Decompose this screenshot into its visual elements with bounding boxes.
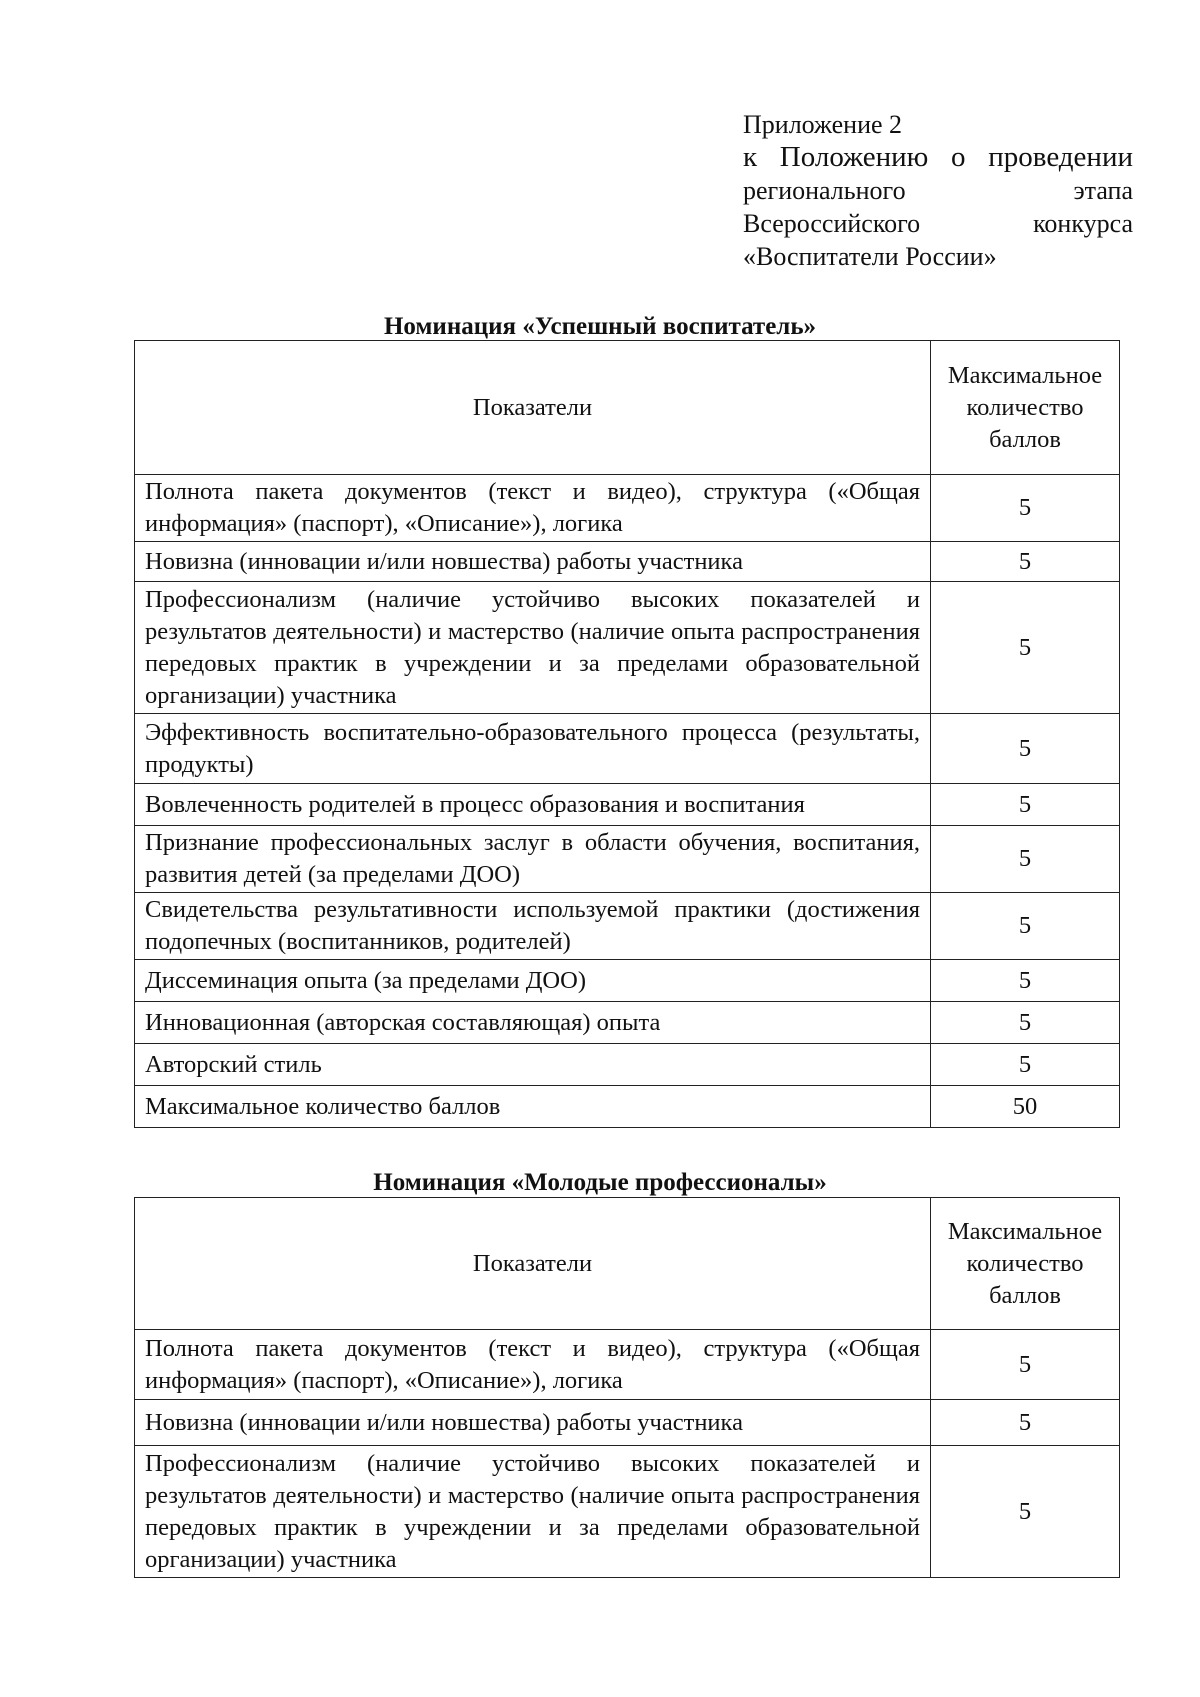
score-cell: 5 <box>931 1002 1120 1044</box>
indicator-cell-total: Максимальное количество баллов <box>135 1086 931 1128</box>
table-row <box>135 826 1120 893</box>
score-cell: 5 <box>931 542 1120 582</box>
header-indicators: Показатели <box>135 1198 931 1330</box>
score-cell-total: 50 <box>931 1086 1120 1128</box>
appendix-regulation: к Положению о проведении <box>743 141 1133 173</box>
score-cell: 5 <box>931 1044 1120 1086</box>
appendix-contest: Всероссийского конкурса <box>743 209 1133 238</box>
table-row <box>135 475 1120 542</box>
nomination-title-2: Номинация «Молодые профессионалы» <box>373 1169 827 1196</box>
indicator-cell: Авторский стиль <box>135 1044 931 1086</box>
table-row-total <box>135 1086 1120 1128</box>
appendix-header <box>743 108 1133 273</box>
score-cell: 5 <box>931 893 1120 960</box>
score-cell: 5 <box>931 784 1120 826</box>
indicator-cell: Диссеминация опыта (за пределами ДОО) <box>135 960 931 1002</box>
header-max-score: Максимальное количество баллов <box>931 1198 1120 1330</box>
indicator-cell: Новизна (инновации и/или новшества) работы участника <box>135 542 931 582</box>
appendix-stage: регионального этапа <box>743 176 1133 205</box>
table-row <box>135 542 1120 582</box>
indicator-cell: Новизна (инновации и/или новшества) работы участника <box>135 1400 931 1446</box>
table-header <box>135 1198 1120 1330</box>
nomination-title-1: Номинация «Успешный воспитатель» <box>383 313 817 340</box>
header-indicators: Показатели <box>135 341 931 475</box>
header-max-score: Максимальное количество баллов <box>931 341 1120 475</box>
appendix-contest-name: «Воспитатели России» <box>743 242 997 271</box>
table-row <box>135 1002 1120 1044</box>
indicator-cell: Вовлеченность родителей в процесс образования и воспитания <box>135 784 931 826</box>
table-row <box>135 1446 1120 1578</box>
score-cell: 5 <box>931 960 1120 1002</box>
indicator-cell: Профессионализм (наличие устойчиво высоких показателей и результатов деятельности) и мастерство (наличие опыта распространения передовых практик в учреждении и за пределами образовательной организации) участника <box>135 1446 931 1578</box>
indicator-cell: Инновационная (авторская составляющая) опыта <box>135 1002 931 1044</box>
score-cell: 5 <box>931 1400 1120 1446</box>
table-row <box>135 1400 1120 1446</box>
indicator-cell: Полнота пакета документов (текст и видео), структура («Общая информация» (паспорт), «Описание»), логика <box>135 475 931 542</box>
appendix-number: Приложение 2 <box>743 110 903 139</box>
table-row <box>135 582 1120 714</box>
indicator-cell: Признание профессиональных заслуг в области обучения, воспитания, развития детей (за пределами ДОО) <box>135 826 931 893</box>
score-cell: 5 <box>931 1330 1120 1400</box>
indicator-cell: Полнота пакета документов (текст и видео), структура («Общая информация» (паспорт), «Описание»), логика <box>135 1330 931 1400</box>
indicator-cell: Профессионализм (наличие устойчиво высоких показателей и результатов деятельности) и мастерство (наличие опыта распространения передовых практик в учреждении и за пределами образовательной организации) участника <box>135 582 931 714</box>
score-cell: 5 <box>931 826 1120 893</box>
score-cell: 5 <box>931 1446 1120 1578</box>
criteria-table-1 <box>134 340 1120 1128</box>
table-row <box>135 1330 1120 1400</box>
score-cell: 5 <box>931 582 1120 714</box>
table-row <box>135 714 1120 784</box>
score-cell: 5 <box>931 714 1120 784</box>
table-row <box>135 784 1120 826</box>
table-row <box>135 960 1120 1002</box>
indicator-cell: Эффективность воспитательно-образовательного процесса (результаты, продукты) <box>135 714 931 784</box>
table-header <box>135 341 1120 475</box>
criteria-table-2 <box>134 1197 1120 1578</box>
indicator-cell: Свидетельства результативности используемой практики (достижения подопечных (воспитанников, родителей) <box>135 893 931 960</box>
score-cell: 5 <box>931 475 1120 542</box>
table-row <box>135 1044 1120 1086</box>
table-row <box>135 893 1120 960</box>
